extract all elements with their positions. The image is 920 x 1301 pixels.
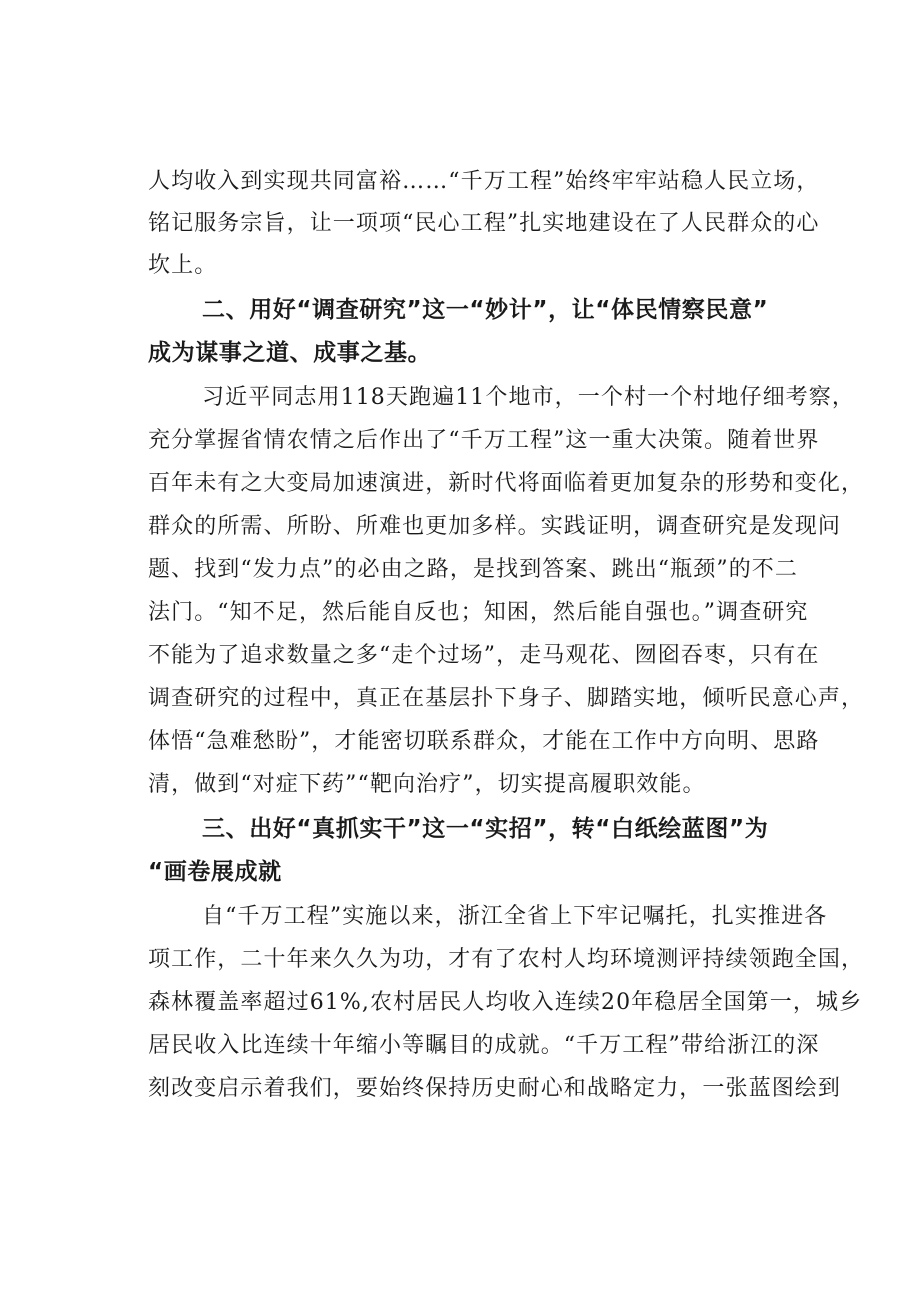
- paragraph-intro-line-3: 坎上。: [148, 253, 218, 278]
- paragraph-two-line-4: 群众的所需、所盼、所难也更加多样。实践证明，调查研究是发现问: [148, 514, 842, 539]
- paragraph-three-line-2: 项工作，二十年来久久为功，才有了农村人均环境测评持续领跑全国，: [148, 947, 865, 972]
- paragraph-three-line-3: 森林覆盖率超过61%,农村居民人均收入连续20年稳居全国第一，城乡: [148, 990, 863, 1015]
- paragraph-two-line-3: 百年未有之大变局加速演进，新时代将面临着更加复杂的形势和变化，: [148, 471, 865, 496]
- paragraph-three-line-4: 居民收入比连续十年缩小等瞩目的成就。“千万工程”带给浙江的深: [148, 1033, 820, 1058]
- paragraph-two-line-5: 题、找到“发力点”的必由之路，是找到答案、跳出“瓶颈”的不二: [148, 557, 798, 582]
- paragraph-two-line-10: 清，做到“对症下药”“靶向治疗”，切实提高履职效能。: [148, 772, 706, 797]
- paragraph-two-line-6: 法门。“知不足，然后能自反也；知困，然后能自强也。”调查研究: [148, 600, 809, 625]
- heading-three-line-1: 三、出好“真抓实干”这一“实招”，转“白纸绘蓝图”为: [202, 816, 769, 842]
- heading-three-line-2: “画卷展成就: [148, 859, 282, 885]
- paragraph-three-line-5: 刻改变启示着我们，要始终保持历史耐心和战略定力，一张蓝图绘到: [148, 1076, 842, 1101]
- paragraph-two-line-2: 充分掌握省情农情之后作出了“千万工程”这一重大决策。随着世界: [148, 428, 820, 453]
- paragraph-two-line-1: 习近平同志用118天跑遍11个地市，一个村一个村地仔细考察，: [202, 385, 855, 410]
- paragraph-two-line-8: 调查研究的过程中，真正在基层扑下身子、脚踏实地，倾听民意心声，: [148, 686, 865, 711]
- paragraph-three-line-1: 自“千万工程”实施以来，浙江全省上下牢记嘱托，扎实推进各: [202, 904, 828, 929]
- paragraph-two-line-7: 不能为了追求数量之多“走个过场”，走马观花、囫囵吞枣，只有在: [148, 643, 820, 668]
- paragraph-intro-line-2: 铭记服务宗旨，让一项项“民心工程”扎实地建设在了人民群众的心: [148, 211, 820, 236]
- heading-two-line-2: 成为谋事之道、成事之基。: [148, 340, 432, 366]
- paragraph-two-line-9: 体悟“急难愁盼”，才能密切联系群众，才能在工作中方向明、思路: [148, 729, 820, 754]
- paragraph-intro-line-1: 人均收入到实现共同富裕……“千万工程”始终牢牢站稳人民立场，: [148, 169, 820, 194]
- heading-two-line-1: 二、用好“调查研究”这一“妙计”，让“体民情察民意”: [202, 297, 769, 323]
